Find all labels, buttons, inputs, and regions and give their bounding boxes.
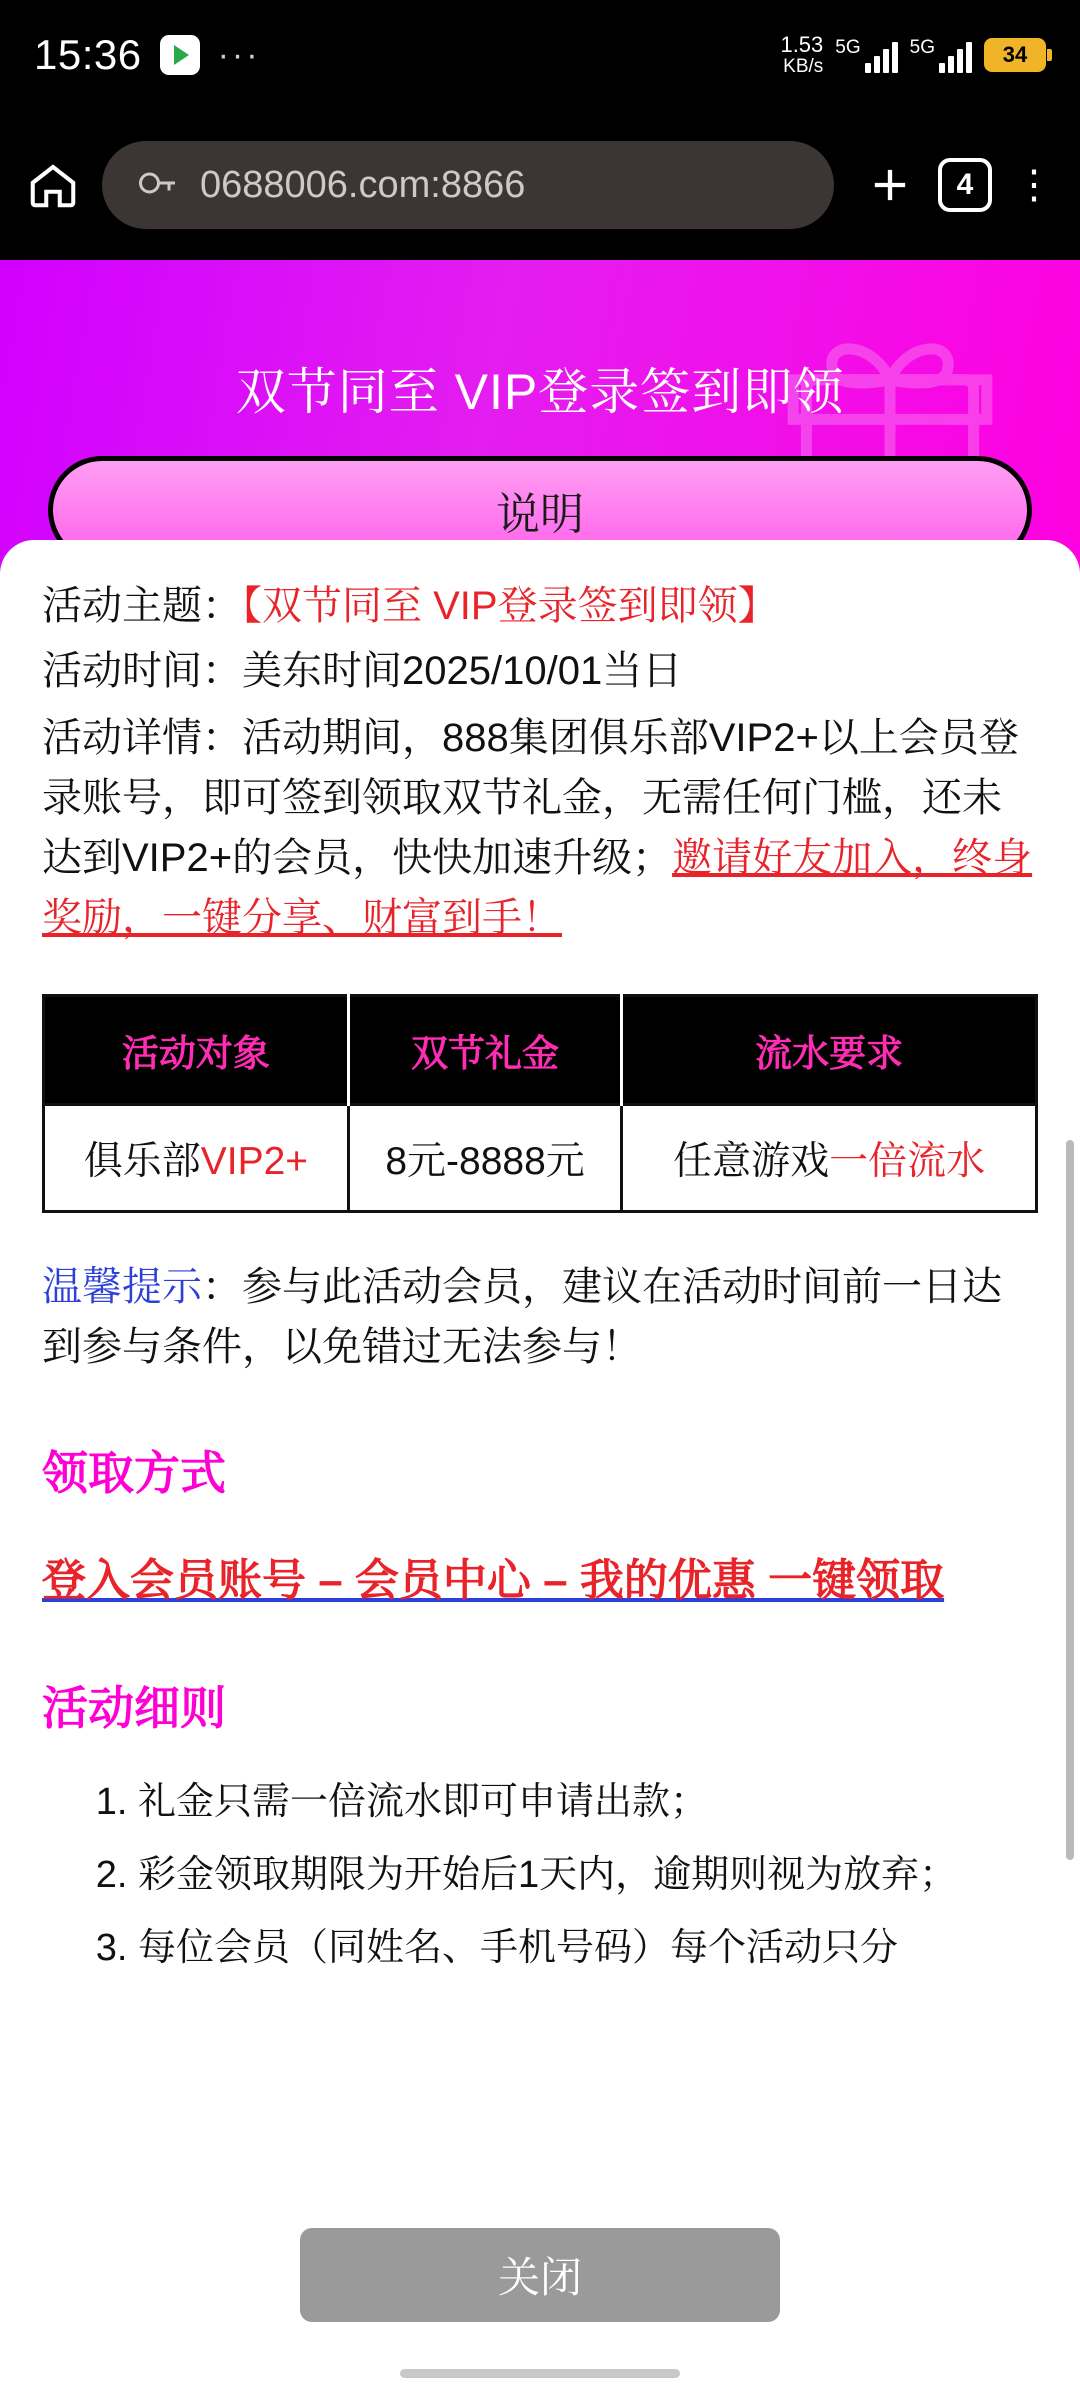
theme-line	[42, 578, 1038, 635]
notification-overflow-icon: ···	[217, 36, 261, 74]
table-header-target: 活动对象	[44, 995, 349, 1104]
plus-icon[interactable]	[864, 159, 916, 211]
theme-label: 活动主题：	[42, 584, 242, 628]
status-clock: 15:36	[34, 31, 142, 78]
list-item: 3. 每位会员（同姓名、手机号码）每个活动只分	[138, 1920, 1038, 1977]
home-indicator[interactable]	[400, 2369, 680, 2378]
data-rate-indicator	[780, 33, 823, 76]
network-type-1: 5G	[835, 36, 861, 58]
signal-bars-2	[939, 41, 972, 73]
data-rate-value: 1.53	[780, 32, 824, 58]
scrollbar[interactable]	[1066, 1140, 1074, 1860]
detail-label: 活动详情：	[42, 715, 242, 760]
table-header-rollover: 流水要求	[622, 995, 1037, 1104]
target-prefix: 俱乐部	[83, 1139, 201, 1183]
table-header-bonus: 双节礼金	[348, 995, 622, 1104]
content-sheet	[0, 540, 1080, 2400]
tip-label: 温馨提示	[42, 1264, 202, 1309]
signal-indicator-2	[910, 38, 972, 73]
claim-steps: 登入会员账号 – 会员中心 – 我的优惠 一键领取	[42, 1555, 945, 1605]
table-row	[44, 1104, 1037, 1211]
list-item: 1. 礼金只需一倍流水即可申请出款；	[138, 1774, 1038, 1831]
time-label: 活动时间：	[42, 648, 242, 693]
url-bar[interactable]	[102, 141, 834, 229]
close-button[interactable]: 关闭	[300, 2228, 780, 2322]
list-item: 2. 彩金领取期限为开始后1天内，逾期则视为放弃；	[138, 1847, 1038, 1904]
tip-line	[42, 1257, 1038, 1377]
site-info-icon[interactable]	[136, 166, 178, 205]
detail-highlight: 邀请好友加入，终身奖励，一键分享、财富到手！	[42, 835, 1033, 940]
target-highlight: VIP2+	[200, 1139, 309, 1183]
rules-heading: 活动细则	[42, 1682, 226, 1735]
rules-list	[42, 1774, 1038, 1977]
status-bar-right	[780, 33, 1046, 76]
status-bar	[0, 0, 1080, 110]
bottom-bar	[0, 2210, 1080, 2400]
play-store-icon	[160, 35, 200, 75]
battery-indicator: 34	[984, 38, 1046, 72]
detail-value: 活动期间，888集团俱乐部VIP2+以上会员登录账号，即可签到领取双节礼金，无需任何门槛，还未达到VIP2+的会员，快快加速升级；	[42, 715, 1019, 880]
page-title: 双节同至 VIP登录签到即领	[235, 364, 845, 420]
theme-value: 【双节同至 VIP登录签到即领】	[242, 584, 778, 628]
activity-table	[42, 994, 1038, 1213]
table-header-row	[44, 995, 1037, 1104]
tab-count-button[interactable]: 4	[938, 158, 992, 212]
home-icon[interactable]	[26, 158, 80, 212]
time-line	[42, 643, 1038, 700]
content-fade	[0, 2168, 1080, 2210]
explain-button[interactable]: 说明	[48, 456, 1032, 564]
data-rate-unit: KB/s	[783, 55, 824, 77]
signal-bars-1	[865, 41, 898, 73]
overflow-menu-icon[interactable]: ⋮	[1014, 163, 1054, 207]
rollover-highlight: 一倍流水	[829, 1139, 986, 1183]
network-type-2: 5G	[909, 36, 935, 58]
detail-line	[42, 708, 1038, 948]
table-cell-target	[44, 1104, 349, 1211]
url-text: 0688006.com:8866	[200, 163, 526, 206]
browser-toolbar	[0, 110, 1080, 260]
signal-indicator-1	[835, 38, 897, 73]
time-value: 美东时间2025/10/01当日	[242, 648, 683, 693]
claim-heading: 领取方式	[42, 1446, 226, 1499]
tip-value: ：参与此活动会员，建议在活动时间前一日达到参与条件，以免错过无法参与！	[42, 1264, 1002, 1369]
status-bar-left	[34, 31, 261, 79]
table-cell-bonus: 8元-8888元	[348, 1104, 622, 1211]
table-cell-rollover	[622, 1104, 1037, 1211]
rollover-prefix: 任意游戏	[673, 1139, 830, 1183]
